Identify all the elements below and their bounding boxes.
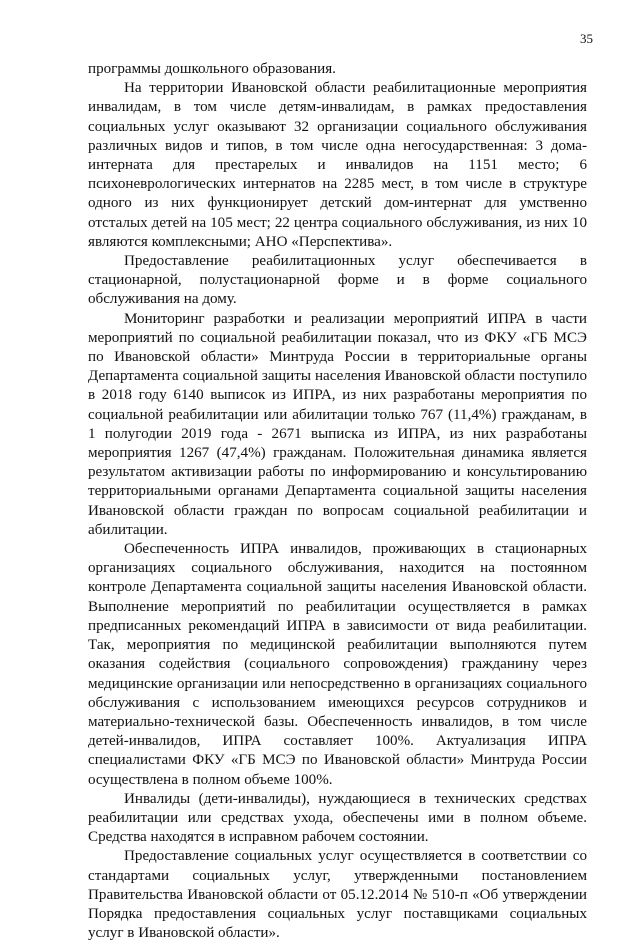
paragraph-social-standards: Предоставление социальных услуг осуществляется в соответствии со стандартами социальных услуг, утвержденными постановлением Правительства Ивановской области от 05.12.2014 № 510-п «Об утверждении Порядка предоставления социальных услуг поставщиками социальных услуг в Ивановской области». bbox=[88, 848, 587, 942]
paragraph-ipra-provision: Обеспеченность ИПРА инвалидов, проживающих в стационарных организациях социального обслуживания, находится на постоянном контроле Департамента социальной защиты населения Ивановской области. Выполнение мероприятий по реабилитации осуществляется в рамках предписанных рекомендаций ИПРА в зависимости от вида реабилитации. Так, мероприятия по медицинской реабилитации выполняются путем оказания содействия (социального сопровождения) гражданину через медицинские организации или непосредственно в организациях социального обслуживания с использованием имеющихся ресурсов сотрудников и материально-технической базы. Обеспеченность инвалидов, в том числе детей-инвалидов, ИПРА составляет 100%. Актуализация ИПРА специалистами ФКУ «ГБ МСЭ по Ивановской области» Минтруда России осуществлена в полном объеме 100%. bbox=[88, 541, 587, 788]
paragraph-service-forms: Предоставление реабилитационных услуг обеспечивается в стационарной, полустационарной форме и в форме социального обслуживания на дому. bbox=[88, 253, 587, 308]
document-body bbox=[88, 60, 587, 943]
paragraph-rehab-organizations: На территории Ивановской области реабилитационные мероприятия инвалидам, в том числе детям-инвалидам, в рамках предоставления социальных услуг оказывают 32 организации социального обслуживания различных видов и типов, в том числе одна негосударственная: 3 дома-интерната для престарелых и инвалидов на 1151 место; 6 психоневрологических интернатов на 2285 мест, в том числе в структуре одного из них функционирует детский дом-интернат для умственно отсталых детей на 105 мест; 22 центра социального обслуживания, из них 10 являются комплексными; АНО «Перспектива». bbox=[88, 80, 587, 250]
paragraph-continuation: программы дошкольного образования. bbox=[88, 61, 336, 77]
paragraph-ipra-monitoring: Мониторинг разработки и реализации мероприятий ИПРА в части мероприятий по социальной реабилитации показал, что из ФКУ «ГБ МСЭ по Ивановской области» Минтруда России в территориальные органы Департамента социальной защиты населения Ивановской области поступило в 2018 году 6140 выписок из ИПРА, из них разработаны мероприятия по социальной реабилитации или абилитации только 767 (11,4%) гражданам, в 1 полугодии 2019 года - 2671 выписка из ИПРА, из них разработаны мероприятия 1267 (47,4%) гражданам. Положительная динамика является результатом активизации работы по информированию и консультированию территориальными органами Департамента социальной защиты населения Ивановской области граждан по вопросам социальной реабилитации и абилитации. bbox=[88, 310, 587, 538]
paragraph-technical-aids: Инвалиды (дети-инвалиды), нуждающиеся в технических средствах реабилитации или средствах ухода, обеспечены ими в полном объеме. Средства находятся в исправном рабочем состоянии. bbox=[88, 790, 587, 846]
page-number: 35 bbox=[580, 31, 593, 46]
